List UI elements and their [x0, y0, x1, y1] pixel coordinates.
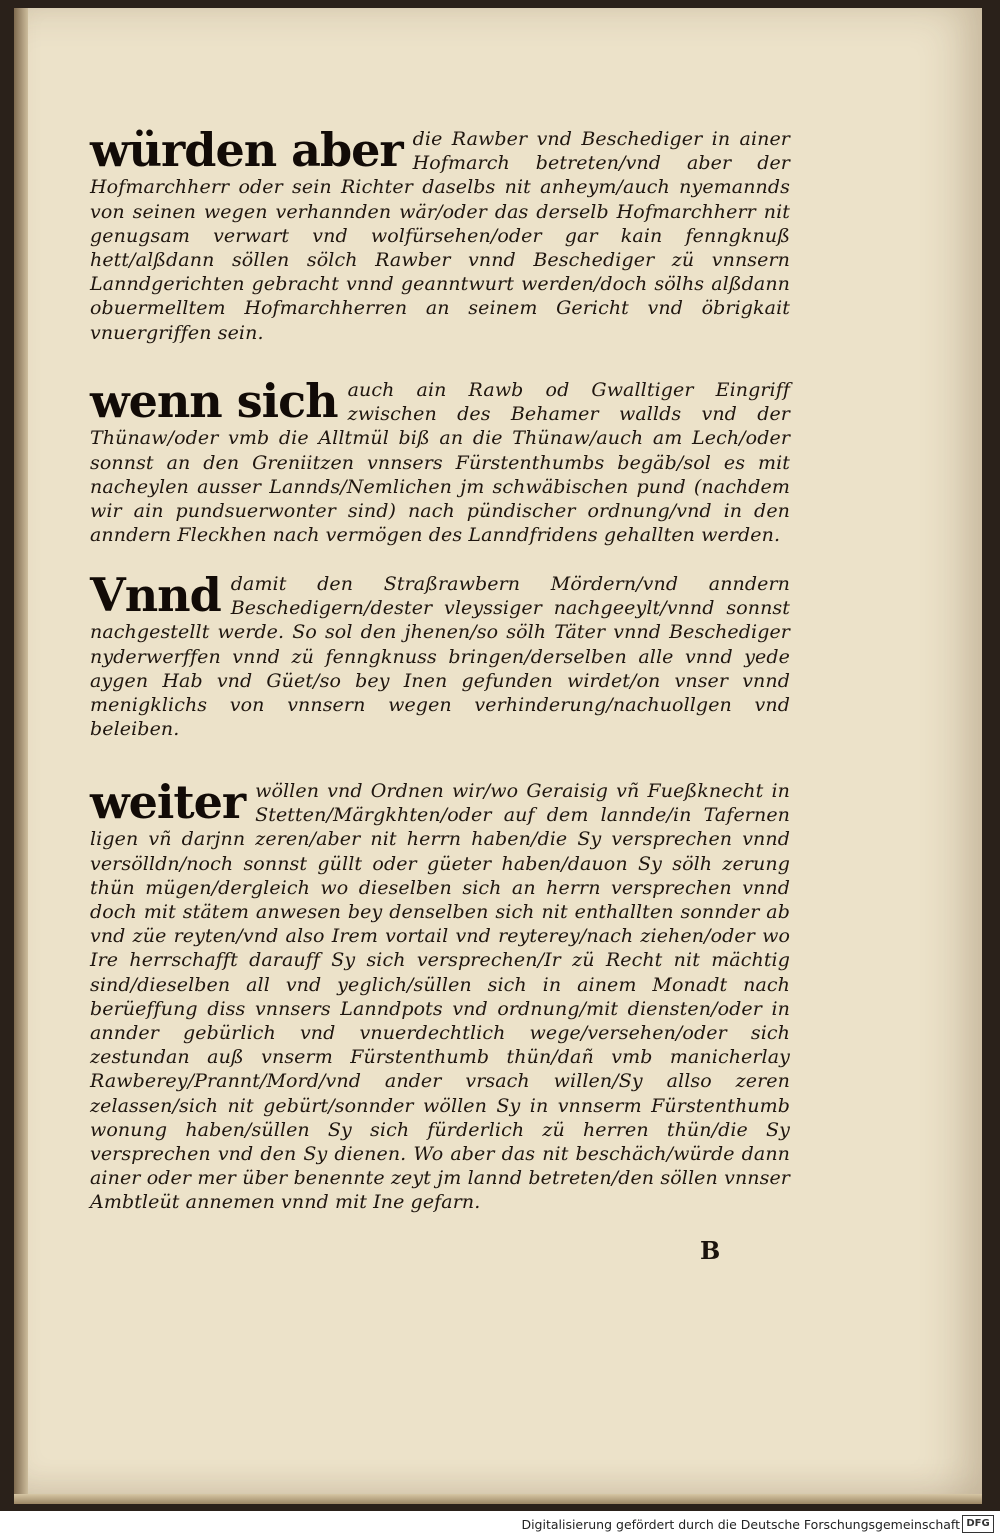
- dfg-logo: DFG: [962, 1515, 994, 1533]
- signature-mark: B: [700, 1236, 721, 1265]
- paragraph-text: auch ain Rawb od Gwalltiger Eingriff zwischen des Behamer wallds vnd der Thünaw/oder vmb die Alltmül biß an die Thünaw/auch am Lech/oder sonnst an den Greniitzen vnnsers Fürstenthumbs begäb/sol es mit nacheylen ausser Lannds/Nemlichen jm schwäbischen pund (nachdem wir ain pundsuerwonter sind) nach pündischer ordnung/vnd in den anndern Fleckhen nach vermögen des Lanndfridens gehallten werden.: [90, 379, 790, 547]
- paragraph-4: [90, 775, 790, 1215]
- page-binding-edge: [14, 8, 28, 1504]
- paragraph-1: [90, 123, 790, 345]
- paragraph-initial: würden aber: [90, 123, 403, 177]
- paragraph-2: [90, 374, 790, 547]
- page-bottom-edge: [14, 1494, 982, 1504]
- paragraph-initial: wenn sich: [90, 374, 338, 428]
- funding-notice: Digitalisierung gefördert durch die Deutsche Forschungsgemeinschaft: [521, 1517, 960, 1532]
- paragraph-initial: Vnnd: [90, 568, 221, 622]
- paragraph-text: wöllen vnd Ordnen wir/wo Geraisig vñ Fueßknecht in Stetten/Märgkhten/oder auf dem lannde/in Tafernen ligen vñ darjnn zeren/aber nit herrn haben/die Sy versprechen vnnd versölldn/noch sonnst güllt oder güeter haben/dauon Sy sölh zerung thün mügen/dergleich wo dieselben sich an herrn versprechen vnnd doch mit stätem anwesen bey denselben sich nit enthallten sonnder ab vnd züe reyten/vnd also Irem vortail vnd reyterey/nach ziehen/oder wo Ire herrschafft darauff Sy sich versprechen/Ir zü Recht nit mächtig sind/dieselben all vnd yeglich/süllen sich in ainem Monadt nach berüeffung diss vnnsers Lanndpots vnd ordnung/mit diensten/oder in annder gebürlich vnd vnuerdechtlich wege/versehen/oder sich zestundan auß vnserm Fürstenthumb thün/dañ vmb manicherlay Rawberey/Prannt/Mord/vnd ander vrsach willen/Sy allso zeren zelassen/sich nit gebürt/sonnder wöllen Sy in vnnserm Fürstenthumb wonung haben/süllen Sy sich fürderlich zü herren thün/die Sy versprechen vnd den Sy dienen. Wo aber das nit beschäch/würde dann ainer oder mer über benennte zeyt jm lannd betreten/den söllen vnnser Ambtleüt annemen vnnd mit Ine gefarn.: [90, 780, 790, 1214]
- paragraph-3: [90, 568, 790, 741]
- paragraph-text: damit den Straßrawbern Mördern/vnd anndern Beschedigern/dester vleyssiger nachgeeylt/vnnd sonnst nachgestellt werde. So sol den jhenen/so sölh Täter vnnd Beschediger nyderwerffen vnnd zü fenngknuss bringen/derselben alle vnnd yede aygen Hab vnd Güet/so bey Inen gefunden wirdet/on vnser vnnd menigklichs von vnnsern wegen verhinderung/nachuollgen vnd beleiben.: [90, 573, 790, 741]
- paragraph-text: die Rawber vnd Beschediger in ainer Hofmarch betreten/vnd aber der Hofmarchherr oder sein Richter daselbs nit anheym/auch nyemannds von seinen wegen verhannden wär/oder das derselb Hofmarchherr nit genugsam verwart vnd wolfürsehen/oder gar kain fenngknuß hett/alßdann söllen sölch Rawber vnnd Beschediger zü vnnsern Lanndgerichten gebracht vnnd geanntwurt werden/doch sölhs alßdann obuermelltem Hofmarchherren an seinem Gericht vnd öbrigkait vnuergriffen sein.: [90, 128, 790, 344]
- paragraph-initial: weiter: [90, 775, 246, 829]
